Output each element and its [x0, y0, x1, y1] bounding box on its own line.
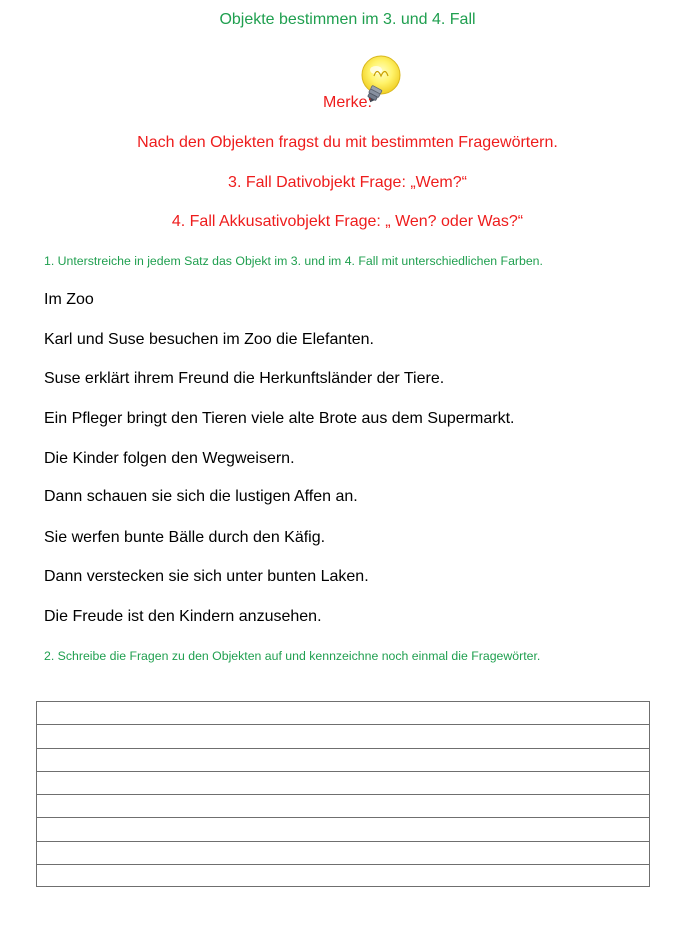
exercise-sentence: Ein Pfleger bringt den Tieren viele alte Brote aus dem Supermarkt.: [44, 410, 515, 427]
answer-line[interactable]: [37, 772, 649, 795]
exercise-sentence: Sie werfen bunte Bälle durch den Käfig.: [44, 529, 326, 546]
task-1-instruction: 1. Unterstreiche in jedem Satz das Objekt im 3. und im 4. Fall mit unterschiedlichen Farben.: [44, 254, 543, 268]
rule-dative: 3. Fall Dativobjekt Frage: „Wem?“: [228, 174, 467, 191]
task-2-instruction: 2. Schreibe die Fragen zu den Objekten auf und kennzeichne noch einmal die Fragewörter.: [44, 649, 541, 663]
exercise-heading: Im Zoo: [44, 291, 94, 308]
exercise-sentence: Die Kinder folgen den Wegweisern.: [44, 450, 295, 467]
exercise-sentence: Dann verstecken sie sich unter bunten Laken.: [44, 568, 369, 585]
exercise-sentence: Die Freude ist den Kindern anzusehen.: [44, 608, 322, 625]
rule-question-words: Nach den Objekten fragst du mit bestimmten Fragewörtern.: [137, 134, 558, 151]
answer-line[interactable]: [37, 842, 649, 865]
answer-line[interactable]: [37, 818, 649, 841]
rule-accusative: 4. Fall Akkusativobjekt Frage: „ Wen? oder Was?“: [171, 213, 524, 230]
answer-line[interactable]: [37, 795, 649, 818]
answer-line[interactable]: [37, 865, 649, 888]
page-title: Objekte bestimmen im 3. und 4. Fall: [219, 11, 476, 28]
answer-line[interactable]: [37, 702, 649, 725]
answer-lines[interactable]: [36, 701, 650, 887]
merke-label: Merke:: [323, 94, 372, 111]
answer-line[interactable]: [37, 725, 649, 748]
answer-line[interactable]: [37, 749, 649, 772]
exercise-sentence: Dann schauen sie sich die lustigen Affen an.: [44, 488, 358, 505]
exercise-sentence: Karl und Suse besuchen im Zoo die Elefanten.: [44, 331, 374, 348]
exercise-sentence: Suse erklärt ihrem Freund die Herkunftsländer der Tiere.: [44, 370, 445, 387]
